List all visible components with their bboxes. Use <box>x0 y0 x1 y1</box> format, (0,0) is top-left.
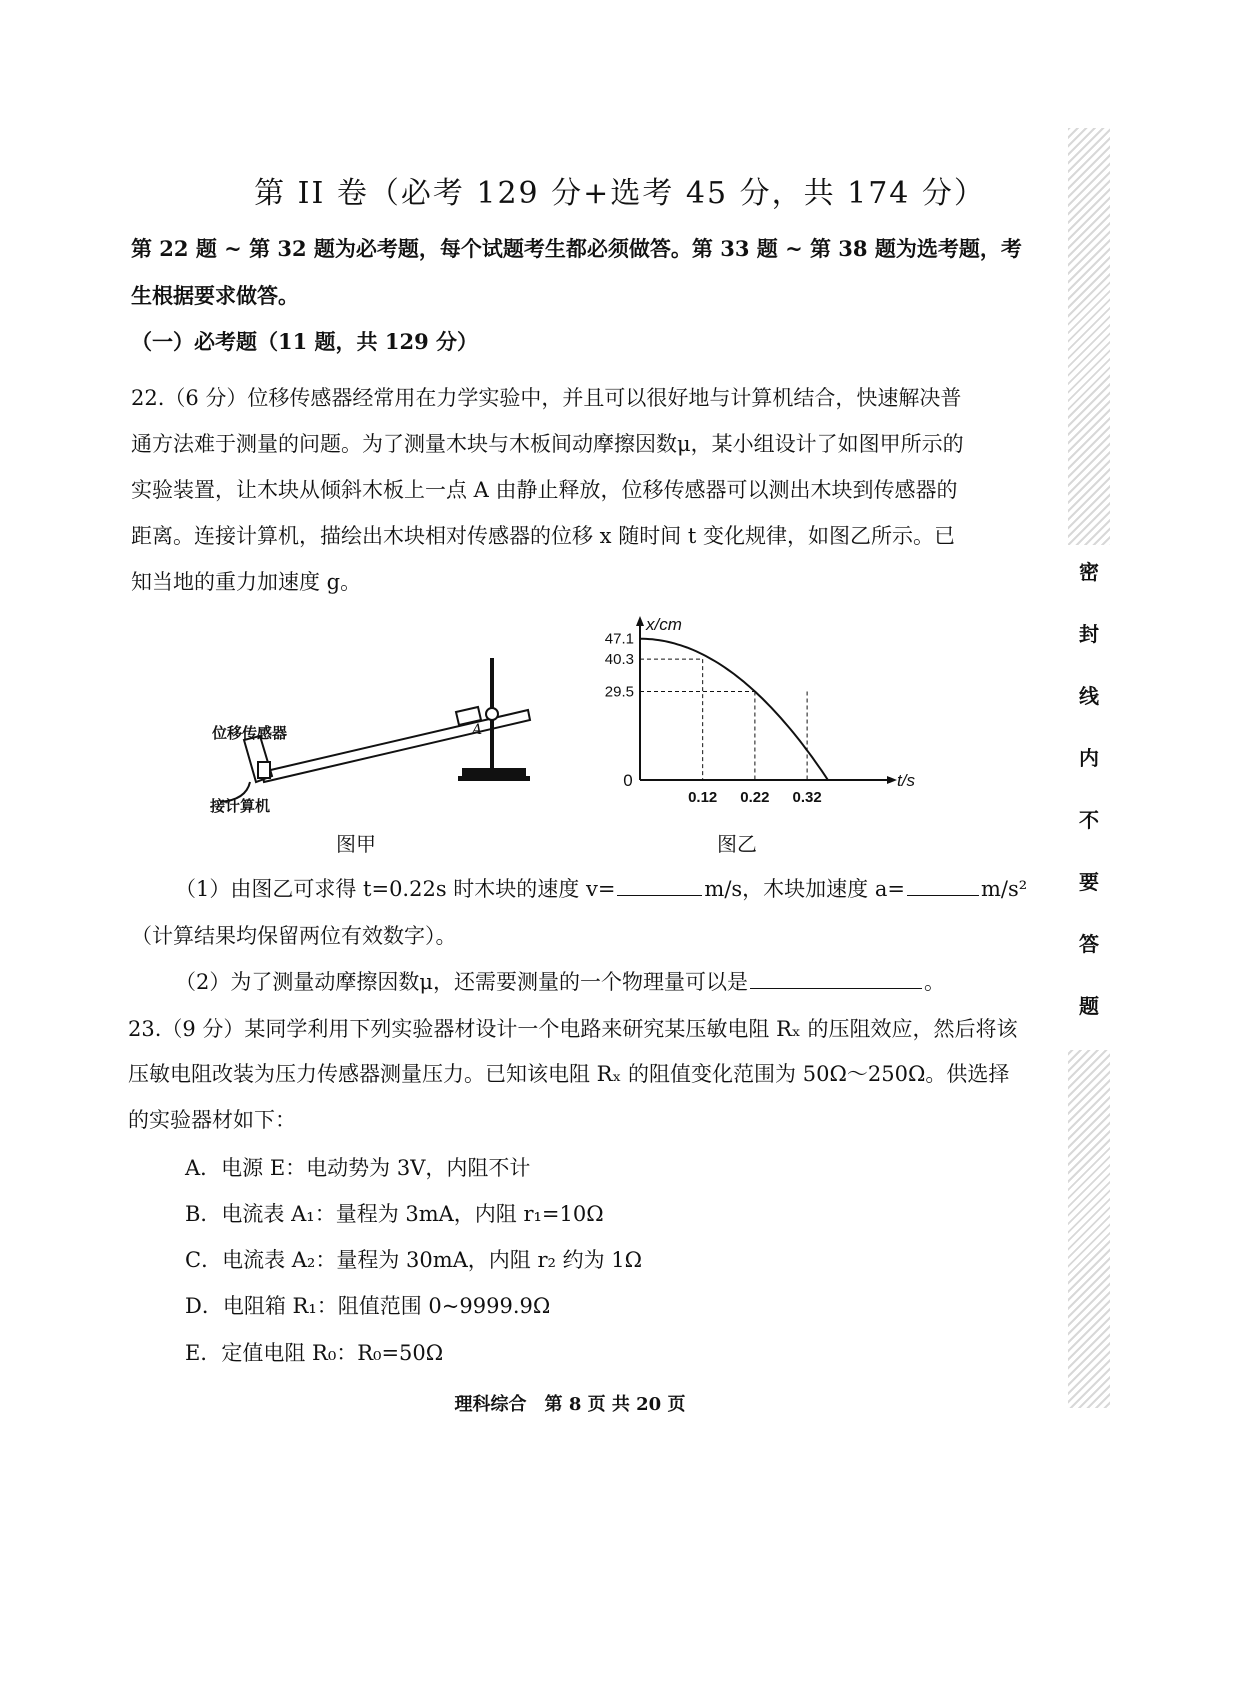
q23-text: 压敏电阻改装为压力传感器测量压力。已知该电阻 Rₓ 的阻值变化范围为 50Ω～250Ω。供选择 <box>128 1062 1010 1086</box>
x-tick-label: 0.22 <box>740 789 770 806</box>
q22-sub2-part: （2）为了测量动摩擦因数μ，还需要测量的一个物理量可以是 <box>175 970 749 994</box>
q22-sub1 <box>175 873 1027 903</box>
binding-char: 不 <box>1079 808 1099 832</box>
q22-text: 距离。连接计算机，描绘出木块相对传感器的位移 x 随时间 t 变化规律，如图乙所示。已 <box>131 524 955 548</box>
q23-option: D．电阻箱 R₁：阻值范围 0~9999.9Ω <box>185 1294 551 1318</box>
q22-sub1-note: （计算结果均保留两位有效数字）。 <box>131 924 457 948</box>
xt-chart <box>600 610 915 820</box>
binding-char: 答 <box>1079 932 1099 956</box>
binding-char: 线 <box>1079 684 1099 708</box>
q23-text: 的实验器材如下： <box>128 1108 296 1132</box>
x-axis-label: t/s <box>897 771 915 790</box>
y-tick-label: 29.5 <box>604 683 634 701</box>
answer-blank-acceleration[interactable] <box>907 894 979 896</box>
q23-option: C．电流表 A₂：量程为 30mA，内阻 r₂ 约为 1Ω <box>185 1248 643 1272</box>
binding-char: 要 <box>1079 870 1099 894</box>
x-tick-label: 0.12 <box>688 789 718 806</box>
y-axis-arrow <box>636 616 644 626</box>
origin-label: 0 <box>623 771 633 790</box>
q22-text: 实验装置，让木块从倾斜木板上一点 A 由静止释放，位移传感器可以测出木块到传感器的 <box>131 478 958 502</box>
binding-char: 题 <box>1079 994 1099 1018</box>
clamp <box>486 708 498 720</box>
q22-text: 知当地的重力加速度 g。 <box>131 570 362 594</box>
q23-text: 23.（9 分）某同学利用下列实验器材设计一个电路来研究某压敏电阻 Rₓ 的压阻效应，然后将该 <box>128 1017 1018 1041</box>
q22-sub2-end: 。 <box>924 970 946 994</box>
y-tick-label: 47.1 <box>604 630 634 648</box>
x-tick-label: 0.32 <box>792 789 822 806</box>
y-tick-label: 40.3 <box>604 651 634 669</box>
sensor-label: 位移传感器 <box>212 724 288 742</box>
binding-char: 密 <box>1079 560 1099 584</box>
q22-text: 通方法难于测量的问题。为了测量木块与木板间动摩擦因数μ，某小组设计了如图甲所示的 <box>131 432 964 456</box>
intro-line: 第 22 题 ~ 第 32 题为必考题，每个试题考生都必须做答。第 33 题 ~ 第 38 题为选考题，考 <box>131 236 1022 261</box>
page-footer: 理科综合 第 8 页 共 20 页 <box>454 1394 686 1415</box>
section-heading: （一）必考题（11 题，共 129 分） <box>131 329 478 354</box>
q22-sub2 <box>175 966 945 996</box>
q23-option: B．电流表 A₁：量程为 3mA，内阻 r₁=10Ω <box>185 1202 604 1226</box>
figure-b-caption: 图乙 <box>717 832 757 856</box>
q23-option: E．定值电阻 R₀：R₀=50Ω <box>185 1341 444 1365</box>
figure-a-caption: 图甲 <box>336 832 376 856</box>
q22-sub1-unit: m/s² <box>980 877 1028 901</box>
q23-option: A．电源 E：电动势为 3V，内阻不计 <box>185 1156 531 1180</box>
point-a-label: A <box>472 722 483 738</box>
y-axis-label: x/cm <box>646 615 682 634</box>
intro-line: 生根据要求做答。 <box>131 283 299 308</box>
series-line <box>640 639 828 780</box>
q22-sub1-part: m/s，木块加速度 a= <box>704 877 905 901</box>
binding-char: 内 <box>1079 746 1099 770</box>
binding-char: 封 <box>1079 622 1099 646</box>
q22-sub1-part: （1）由图乙可求得 t=0.22s 时木块的速度 v= <box>175 877 616 901</box>
answer-blank-velocity[interactable] <box>617 894 702 896</box>
computer-label: 接计算机 <box>210 797 271 815</box>
page-title: 第 II 卷（必考 129 分+选考 45 分，共 174 分） <box>254 176 986 211</box>
answer-blank-quantity[interactable] <box>750 987 922 989</box>
q22-text: 22.（6 分）位移传感器经常用在力学实验中，并且可以很好地与计算机结合，快速解决普 <box>131 386 962 410</box>
x-axis-arrow <box>887 776 897 784</box>
